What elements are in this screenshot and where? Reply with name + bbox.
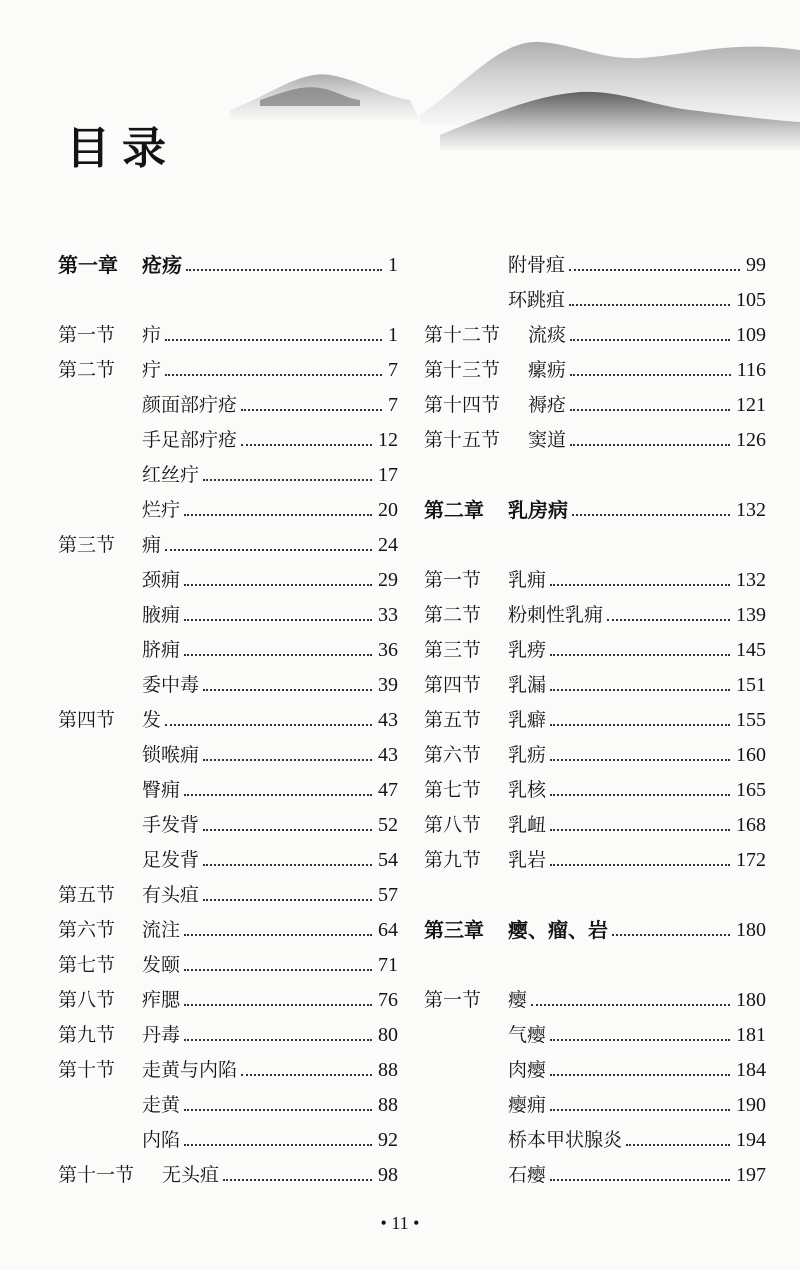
dot-leader — [570, 409, 730, 411]
toc-entry-name: 发颐 — [142, 954, 181, 976]
toc-section-label: 第四节 — [58, 709, 116, 731]
toc-entry-name: 痄腮 — [142, 989, 181, 1011]
toc-entry — [424, 802, 766, 836]
toc-entry — [58, 1082, 398, 1116]
toc-section-label: 第八节 — [424, 814, 482, 836]
toc-entry-name: 乳岩 — [508, 849, 547, 871]
toc-page-number: 181 — [736, 1024, 766, 1046]
toc-entry-name: 附骨疽 — [508, 254, 566, 276]
dot-leader — [550, 724, 730, 726]
dot-leader — [550, 1039, 730, 1041]
dot-leader — [184, 934, 372, 936]
dot-leader — [550, 864, 730, 866]
toc-page-number: 64 — [378, 919, 398, 941]
toc-page-number: 33 — [378, 604, 398, 626]
toc-page-number: 116 — [736, 359, 766, 381]
toc-entry-name: 疖 — [142, 324, 162, 346]
dot-leader — [550, 584, 730, 586]
dot-leader — [241, 444, 372, 446]
toc-entry-name: 走黄与内陷 — [142, 1059, 238, 1081]
toc-section-label: 第二章 — [424, 498, 484, 522]
toc-entry — [424, 1012, 766, 1046]
toc-entry-name: 疔 — [142, 359, 162, 381]
dot-leader — [203, 899, 372, 901]
toc-entry-name: 有头疽 — [142, 884, 200, 906]
toc-page-number: 184 — [736, 1059, 766, 1081]
toc-entry-name: 窦道 — [528, 429, 567, 451]
toc-entry — [58, 557, 398, 591]
toc-section-label: 第一节 — [58, 324, 116, 346]
toc-entry-name: 褥疮 — [528, 394, 567, 416]
toc-page-number: 12 — [378, 429, 398, 451]
toc-entry — [58, 662, 398, 696]
toc-entry — [58, 1152, 398, 1186]
toc-entry-name: 瘿痈 — [508, 1094, 547, 1116]
toc-entry — [424, 662, 766, 696]
toc-page-number: 52 — [378, 814, 398, 836]
toc-entry — [58, 767, 398, 801]
dot-leader — [550, 689, 730, 691]
toc-entry — [58, 1047, 398, 1081]
dot-leader — [186, 269, 382, 271]
toc-entry — [58, 907, 398, 941]
toc-entry — [424, 767, 766, 801]
dot-leader — [203, 689, 372, 691]
toc-section-label: 第六节 — [424, 744, 482, 766]
toc-section-label: 第三节 — [58, 534, 116, 556]
toc-entry-name: 乳漏 — [508, 674, 547, 696]
toc-entry-name: 痈 — [142, 534, 162, 556]
dot-leader — [165, 724, 372, 726]
toc-entry-name: 石瘿 — [508, 1164, 547, 1186]
toc-page-number: 105 — [736, 289, 766, 311]
dot-leader — [203, 759, 372, 761]
toc-entry-name: 环跳疽 — [508, 289, 566, 311]
toc-page-number: 7 — [388, 394, 398, 416]
toc-entry-name: 乳痈 — [508, 569, 547, 591]
toc-entry — [58, 697, 398, 731]
toc-entry — [424, 1152, 766, 1186]
toc-page-number: 57 — [378, 884, 398, 906]
toc-entry-name: 瘰疬 — [528, 359, 567, 381]
toc-entry-name: 流痰 — [528, 324, 567, 346]
toc-entry — [58, 417, 398, 451]
toc-page-number: 1 — [388, 254, 398, 276]
toc-page-number: 1 — [388, 324, 398, 346]
toc-section-label: 第一节 — [424, 569, 482, 591]
toc-entry-name: 红丝疔 — [142, 464, 200, 486]
toc-entry — [58, 452, 398, 486]
toc-page-number: 155 — [736, 709, 766, 731]
dot-leader — [550, 1179, 730, 1181]
toc-page-number: 98 — [378, 1164, 398, 1186]
dot-leader — [550, 654, 730, 656]
toc-page-number: 132 — [736, 499, 766, 521]
toc-entry — [424, 557, 766, 591]
dot-leader — [550, 794, 730, 796]
toc-entry-name: 乳痨 — [508, 639, 547, 661]
toc-entry-name: 颈痈 — [142, 569, 181, 591]
toc-page-number: 165 — [736, 779, 766, 801]
toc-entry-name: 委中毒 — [142, 674, 200, 696]
toc-page-number: 172 — [736, 849, 766, 871]
toc-entry-name: 内陷 — [142, 1129, 181, 1151]
toc-entry-name: 颜面部疔疮 — [142, 394, 238, 416]
toc-entry-name: 乳疬 — [508, 744, 547, 766]
toc-section-label: 第十节 — [58, 1059, 116, 1081]
toc-entry — [58, 802, 398, 836]
dot-leader — [569, 304, 730, 306]
toc-entry — [424, 732, 766, 766]
page-number: • 11 • — [380, 1213, 420, 1233]
toc-page-number: 99 — [746, 254, 766, 276]
toc-entry-name: 脐痈 — [142, 639, 181, 661]
toc-section-label: 第七节 — [424, 779, 482, 801]
toc-page-number: 109 — [736, 324, 766, 346]
toc-entry — [58, 487, 398, 521]
toc-entry — [58, 732, 398, 766]
dot-leader — [165, 549, 372, 551]
toc-chapter-entry — [424, 907, 766, 941]
dot-leader — [241, 1074, 372, 1076]
toc-entry-name: 气瘿 — [508, 1024, 547, 1046]
dot-leader — [184, 1004, 372, 1006]
toc-section-label: 第五节 — [424, 709, 482, 731]
dot-leader — [550, 759, 730, 761]
toc-entry — [424, 312, 766, 346]
toc-entry — [58, 942, 398, 976]
toc-page-number: 160 — [736, 744, 766, 766]
toc-section-label: 第十一节 — [58, 1164, 135, 1186]
toc-entry-name: 乳衄 — [508, 814, 547, 836]
toc-page-number: 39 — [378, 674, 398, 696]
dot-leader — [203, 864, 372, 866]
toc-entry — [58, 627, 398, 661]
toc-page-number: 168 — [736, 814, 766, 836]
dot-leader — [550, 1074, 730, 1076]
toc-section-label: 第一节 — [424, 989, 482, 1011]
toc-entry — [58, 592, 398, 626]
toc-entry-name: 瘿 — [508, 989, 528, 1011]
toc-page-number: 54 — [378, 849, 398, 871]
dot-leader — [572, 514, 730, 516]
toc-section-label: 第十二节 — [424, 324, 501, 346]
toc-page-number: 43 — [378, 709, 398, 731]
toc-entry-name: 腋痈 — [142, 604, 181, 626]
toc-entry — [424, 697, 766, 731]
toc-section-label: 第三章 — [424, 918, 484, 942]
toc-page-number: 7 — [388, 359, 398, 381]
dot-leader — [184, 514, 372, 516]
dot-leader — [626, 1144, 730, 1146]
dot-leader — [612, 934, 730, 936]
toc-entry — [424, 977, 766, 1011]
toc-entry-name: 流注 — [142, 919, 181, 941]
dot-leader — [184, 654, 372, 656]
toc-section-label: 第五节 — [58, 884, 116, 906]
toc-section-label: 第二节 — [424, 604, 482, 626]
dot-leader — [569, 269, 740, 271]
dot-leader — [184, 1109, 372, 1111]
toc-page-number: 145 — [736, 639, 766, 661]
toc-page-number: 88 — [378, 1059, 398, 1081]
dot-leader — [184, 1039, 372, 1041]
dot-leader — [570, 374, 731, 376]
toc-entry-name: 手足部疔疮 — [142, 429, 238, 451]
toc-entry-name: 丹毒 — [142, 1024, 181, 1046]
toc-section-label: 第二节 — [58, 359, 116, 381]
toc-entry — [424, 382, 766, 416]
dot-leader — [184, 969, 372, 971]
toc-entry — [58, 347, 398, 381]
toc-page-number: 88 — [378, 1094, 398, 1116]
toc-entry — [58, 872, 398, 906]
toc-entry-name: 无头疽 — [162, 1164, 220, 1186]
toc-page-number: 47 — [378, 779, 398, 801]
toc-entry — [58, 522, 398, 556]
dot-leader — [607, 619, 730, 621]
toc-page-number: 43 — [378, 744, 398, 766]
toc-entry — [424, 592, 766, 626]
dot-leader — [203, 829, 372, 831]
toc-page-number: 151 — [736, 674, 766, 696]
dot-leader — [570, 444, 730, 446]
toc-page-number: 194 — [736, 1129, 766, 1151]
dot-leader — [570, 339, 730, 341]
toc-entry-name: 手发背 — [142, 814, 200, 836]
toc-page-number: 36 — [378, 639, 398, 661]
toc-entry-name: 肉瘿 — [508, 1059, 547, 1081]
toc-entry-name: 乳核 — [508, 779, 547, 801]
toc-page-number: 80 — [378, 1024, 398, 1046]
toc-section-label: 第七节 — [58, 954, 116, 976]
toc-entry — [424, 417, 766, 451]
toc-entry-name: 瘿、瘤、岩 — [508, 918, 608, 942]
toc-page-number: 180 — [736, 989, 766, 1011]
toc-entry — [424, 242, 766, 276]
dot-leader — [550, 1109, 730, 1111]
toc-entry — [58, 1012, 398, 1046]
toc-page-number: 92 — [378, 1129, 398, 1151]
toc-page-number: 24 — [378, 534, 398, 556]
toc-section-label: 第一章 — [58, 253, 118, 277]
toc-entry-name: 锁喉痈 — [142, 744, 200, 766]
toc-entry — [424, 837, 766, 871]
dot-leader — [241, 409, 382, 411]
toc-section-label: 第九节 — [424, 849, 482, 871]
toc-page-number: 139 — [736, 604, 766, 626]
toc-entry — [424, 347, 766, 381]
toc-entry-name: 粉刺性乳痈 — [508, 604, 604, 626]
toc-entry — [424, 277, 766, 311]
toc-page-number: 20 — [378, 499, 398, 521]
toc-page-number: 190 — [736, 1094, 766, 1116]
toc-page-number: 197 — [736, 1164, 766, 1186]
toc-section-label: 第九节 — [58, 1024, 116, 1046]
toc-entry-name: 臀痈 — [142, 779, 181, 801]
toc-entry — [58, 382, 398, 416]
dot-leader — [223, 1179, 372, 1181]
dot-leader — [184, 1144, 372, 1146]
dot-leader — [184, 619, 372, 621]
toc-section-label: 第十五节 — [424, 429, 501, 451]
toc-page-number: 76 — [378, 989, 398, 1011]
dot-leader — [184, 794, 372, 796]
toc-section-label: 第四节 — [424, 674, 482, 696]
toc-entry-name: 乳癖 — [508, 709, 547, 731]
toc-section-label: 第十四节 — [424, 394, 501, 416]
toc-entry — [58, 1117, 398, 1151]
toc-entry — [58, 837, 398, 871]
toc-entry-name: 发 — [142, 709, 162, 731]
dot-leader — [184, 584, 372, 586]
toc-entry — [424, 627, 766, 661]
toc-entry — [424, 1117, 766, 1151]
toc-section-label: 第三节 — [424, 639, 482, 661]
toc-entry-name: 足发背 — [142, 849, 200, 871]
toc-chapter-entry — [58, 242, 398, 276]
toc-section-label: 第六节 — [58, 919, 116, 941]
toc-page-number: 132 — [736, 569, 766, 591]
dot-leader — [165, 339, 382, 341]
toc-page-number: 17 — [378, 464, 398, 486]
toc-entry — [424, 1082, 766, 1116]
toc-entry-name: 乳房病 — [508, 498, 568, 522]
toc-page-number: 121 — [736, 394, 766, 416]
toc-page-number: 29 — [378, 569, 398, 591]
toc-entry — [424, 1047, 766, 1081]
toc-entry-name: 烂疔 — [142, 499, 181, 521]
toc-entry-name: 走黄 — [142, 1094, 181, 1116]
toc-entry — [58, 977, 398, 1011]
dot-leader — [203, 479, 372, 481]
toc-page-number: 71 — [378, 954, 398, 976]
dot-leader — [165, 374, 382, 376]
dot-leader — [531, 1004, 730, 1006]
page-title: 目录 — [66, 123, 178, 174]
toc-page-number: 180 — [736, 919, 766, 941]
toc-entry — [58, 312, 398, 346]
toc-section-label: 第十三节 — [424, 359, 501, 381]
toc-chapter-entry — [424, 487, 766, 521]
toc-section-label: 第八节 — [58, 989, 116, 1011]
toc-entry-name: 桥本甲状腺炎 — [508, 1129, 623, 1151]
toc-page-number: 126 — [736, 429, 766, 451]
toc-entry-name: 疮疡 — [142, 253, 182, 277]
dot-leader — [550, 829, 730, 831]
